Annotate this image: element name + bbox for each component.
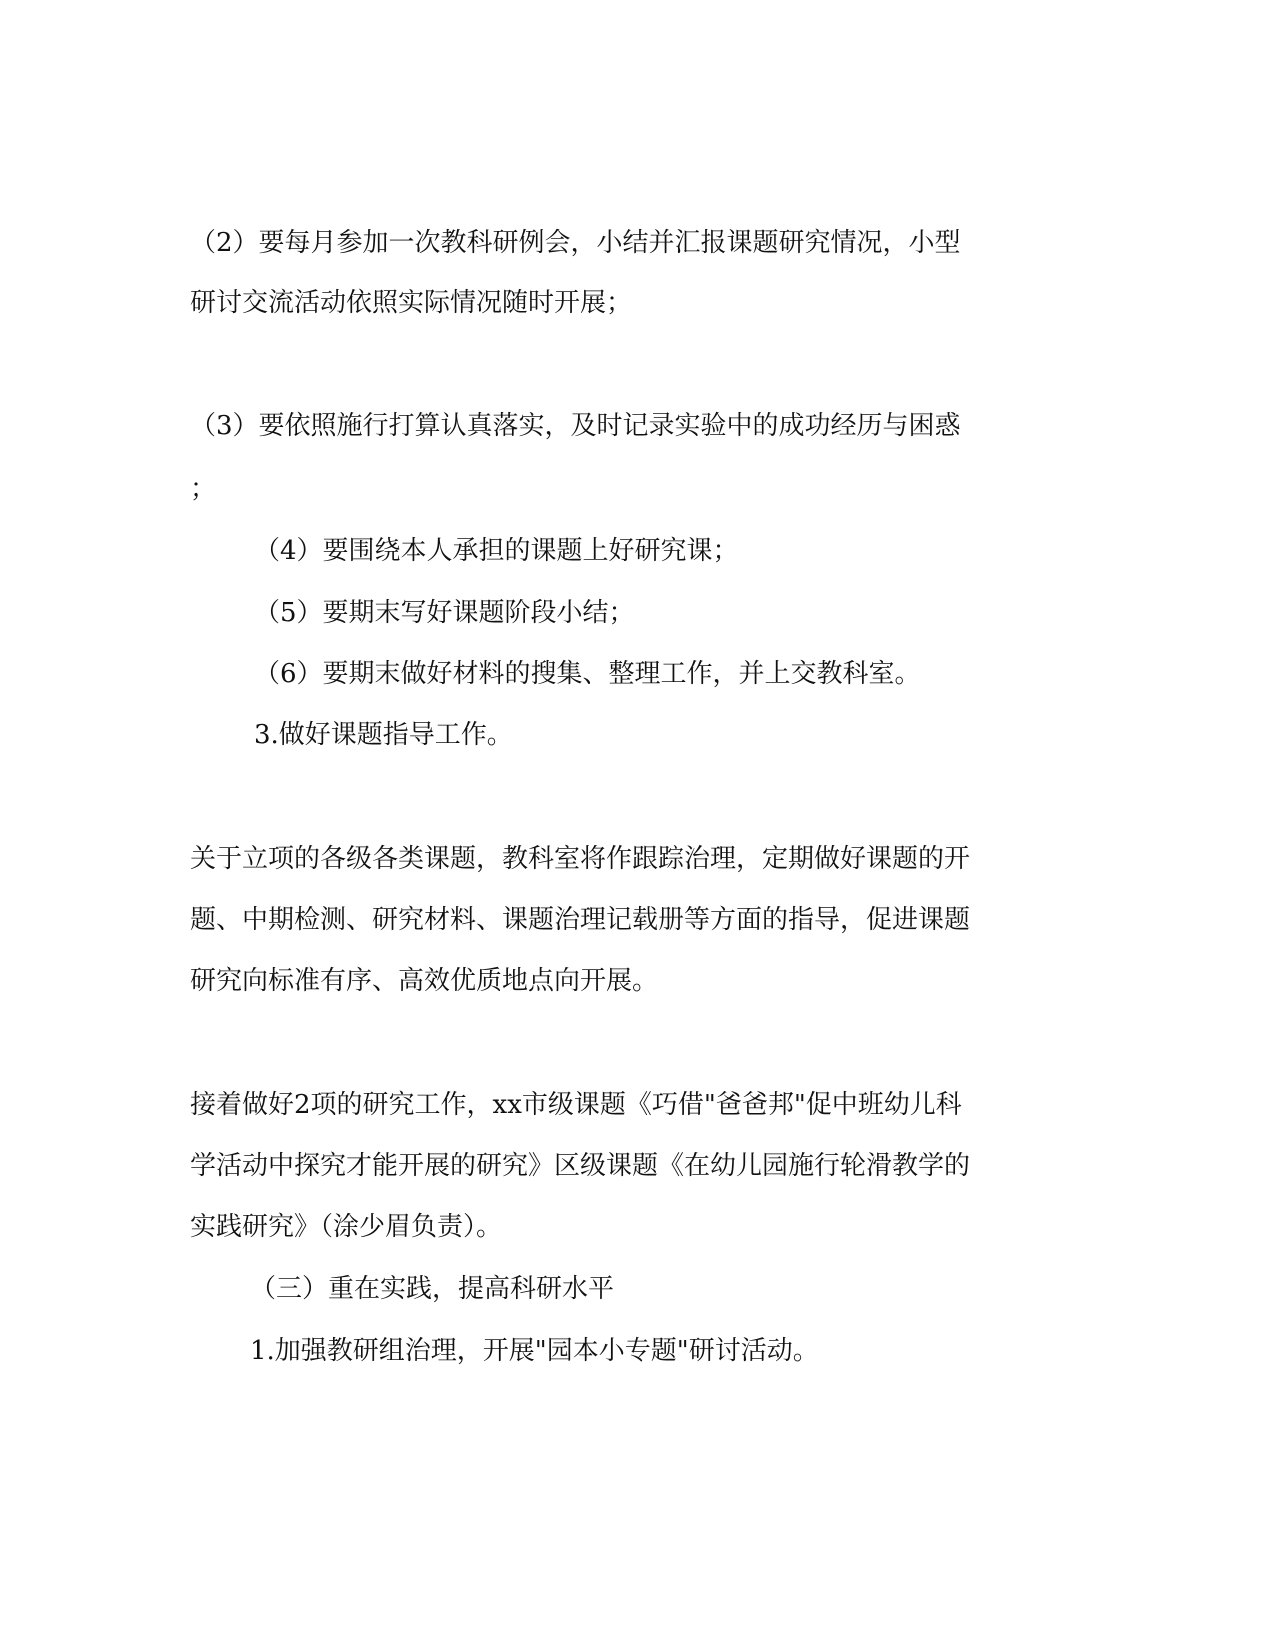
paragraph-line: 研讨交流活动依照实际情况随时开展； [190,288,633,318]
section-heading: 3.做好课题指导工作。 [254,720,513,750]
list-item: （4）要围绕本人承担的课题上好研究课； [254,536,739,566]
paragraph-line: （2）要每月参加一次教科研例会，小结并汇报课题研究情况，小型 [190,228,961,258]
list-item: （6）要期末做好材料的搜集、整理工作，并上交教科室。 [254,659,921,689]
section-heading: （三）重在实践，提高科研水平 [250,1274,615,1304]
paragraph-line: 接着做好2项的研究工作，xx市级课题《巧借"爸爸邦"促中班幼儿科 [190,1090,962,1120]
paragraph-line: 学活动中探究才能开展的研究》区级课题《在幼儿园施行轮滑教学的 [190,1151,971,1181]
paragraph-line: 研究向标准有序、高效优质地点向开展。 [190,966,659,996]
paragraph-line: 题、中期检测、研究材料、课题治理记载册等方面的指导，促进课题 [190,905,971,935]
paragraph-line: 关于立项的各级各类课题，教科室将作跟踪治理，定期做好课题的开 [190,844,971,874]
paragraph-line: （3）要依照施行打算认真落实，及时记录实验中的成功经历与困惑 [190,411,961,441]
paragraph-line: 实践研究》（涂少眉负责）。 [190,1212,503,1242]
section-heading: 1.加强教研组治理，开展"园本小专题"研讨活动。 [250,1336,819,1366]
list-item: （5）要期末写好课题阶段小结； [254,598,635,628]
paragraph-line: ； [190,474,217,504]
